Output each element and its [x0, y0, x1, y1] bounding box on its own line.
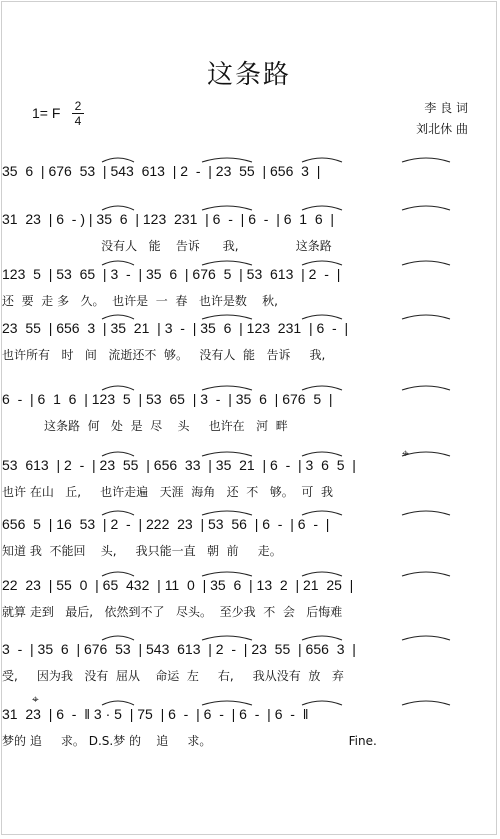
lyricist-credit: 李 良 词	[424, 101, 468, 115]
lyrics-line: 知道 我 不能回 头, 我只能一直 朝 前 走。	[2, 544, 282, 558]
coda-icon: ⌖	[402, 446, 409, 460]
lyrics-line: 也许 在山 丘, 也许走遍 天涯 海角 还 不 够。 可 我	[2, 485, 333, 499]
notes-line: 31 23 | 6 - ) | 35 6 | 123 231 | 6 - | 6 - | 6 1 6 |	[2, 211, 335, 227]
notes-line: 656 5 | 16 53 | 2 - | 222 23 | 53 56 | 6 - | 6 - |	[2, 516, 330, 532]
lyrics-line: 就算 走到 最后, 依然到不了 尽头。 至少我 不 会 后悔难	[2, 605, 343, 619]
time-signature	[72, 100, 84, 127]
notes-line: 123 5 | 53 65 | 3 - | 35 6 | 676 5 | 53 613 | 2 - |	[2, 266, 341, 282]
time-signature-top: 2	[74, 99, 82, 113]
song-title: 这条路	[206, 60, 291, 90]
lyrics-line: 还 要 走 多 久。 也许是 一 春 也许是数 秋,	[2, 294, 278, 308]
lyrics-line: 没有人 能 告诉 我, 这条路	[2, 239, 332, 253]
system-6	[2, 446, 497, 512]
notes-line: 53 613 | 2 - | 23 55 | 656 33 | 35 21 | 6 - | 3 6 5 |	[2, 457, 356, 473]
notes-line: 35 6 | 676 53 | 543 613 | 2 - | 23 55 | 656 3 |	[2, 163, 321, 179]
system-9	[2, 630, 497, 696]
coda-icon: ⌖	[32, 692, 39, 706]
key-signature: 1= F	[32, 105, 61, 121]
composer-credit: 刘北休 曲	[416, 122, 468, 136]
lyrics-line: 也许所有 时 间 流逝还不 够。 没有人 能 告诉 我,	[2, 348, 326, 362]
system-5	[2, 380, 497, 446]
notes-line: 22 23 | 55 0 | 65 432 | 11 0 | 35 6 | 13 2 | 21 25 |	[2, 577, 354, 593]
lyrics-line: 这条路 何 处 是 尽 头 也许在 河 畔	[2, 419, 288, 433]
system-8	[2, 566, 497, 632]
notes-line: 6 - | 6 1 6 | 123 5 | 53 65 | 3 - | 35 6 | 676 5 |	[2, 391, 333, 407]
notes-line: 31 23 | 6 - ‖ 3 · 5 | 75 | 6 - | 6 - | 6 - | 6 - ‖	[2, 706, 309, 722]
lyrics-line: 受, 因为我 没有 屈从 命运 左 右, 我从没有 放 弃	[2, 669, 344, 683]
system-10	[2, 695, 497, 761]
notes-line: 23 55 | 656 3 | 35 21 | 3 - | 35 6 | 123 231 | 6 - |	[2, 320, 349, 336]
score-page	[1, 1, 497, 835]
system-4	[2, 309, 497, 375]
system-7	[2, 505, 497, 571]
time-signature-bottom: 4	[74, 114, 82, 128]
notes-line: 3 - | 35 6 | 676 53 | 543 613 | 2 - | 23 55 | 656 3 |	[2, 641, 356, 657]
lyrics-line: 梦的 追 求。 D.S.梦 的 追 求。 Fine.	[2, 734, 377, 748]
